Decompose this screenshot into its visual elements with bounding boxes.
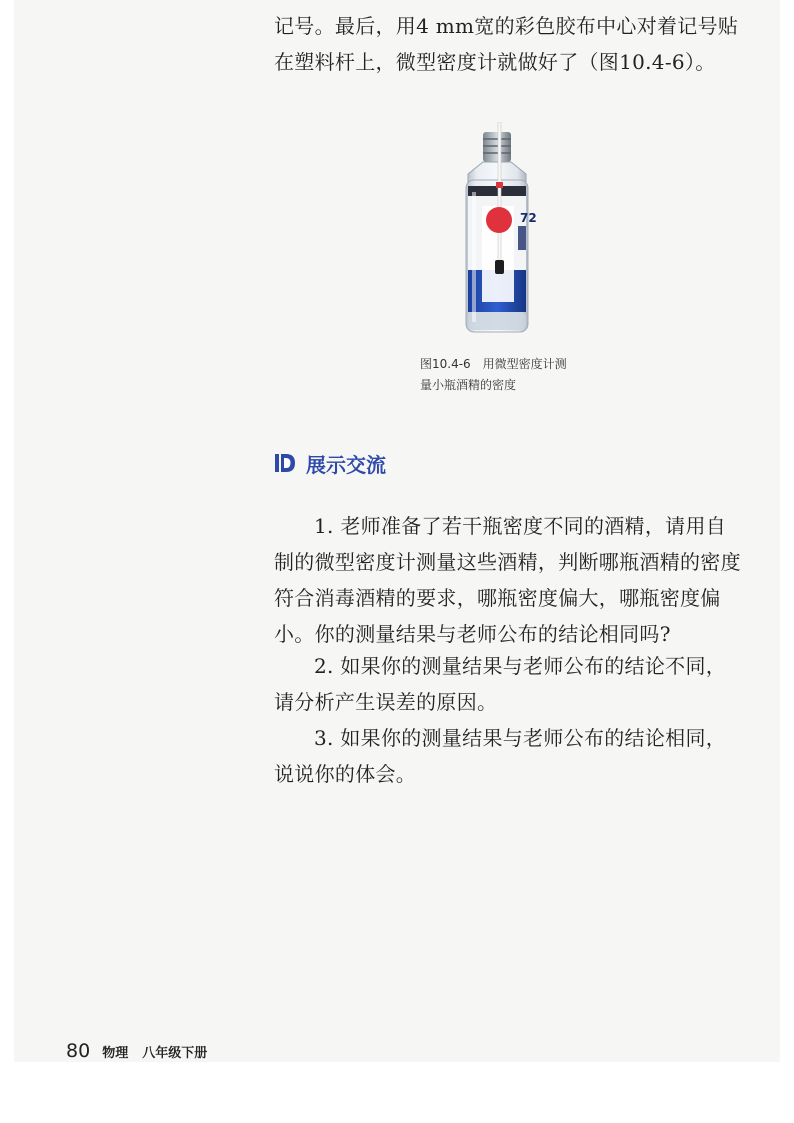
page-number: 80 (66, 1040, 91, 1062)
figure-caption (420, 354, 660, 396)
figure-bottle-hydrometer (456, 122, 536, 342)
question-2: 2. 如果你的测量结果与老师公布的结论不同，请分析产生误差的原因。 (274, 654, 727, 714)
page-footer (66, 1040, 207, 1062)
question-1: 1. 老师准备了若干瓶密度不同的酒精，请用自制的微型密度计测量这些酒精，判断哪瓶酒精的密度符合消毒酒精的要求，哪瓶密度偏大，哪瓶密度偏小。你的测量结果与老师公布的结论相同吗? (274, 514, 741, 646)
bottle-label-text: 72 (520, 211, 536, 225)
intro-paragraph: 记号。最后，用4 mm宽的彩色胶布中心对着记号贴在塑料杆上，微型密度计就做好了（图10.4-6）。 (274, 14, 739, 74)
section-title: 展示交流 (306, 452, 386, 477)
section-d-icon (274, 452, 296, 474)
bottle-image (456, 122, 536, 342)
book-title: 物理 (102, 1046, 129, 1061)
book-grade: 八年级下册 (142, 1046, 208, 1061)
figure-caption-line-2: 量小瓶酒精的密度 (420, 378, 517, 392)
section-heading (274, 448, 386, 478)
figure-caption-line-1: 图10.4-6 用微型密度计测 (420, 357, 567, 371)
question-3: 3. 如果你的测量结果与老师公布的结论相同，说说你的体会。 (274, 726, 727, 786)
